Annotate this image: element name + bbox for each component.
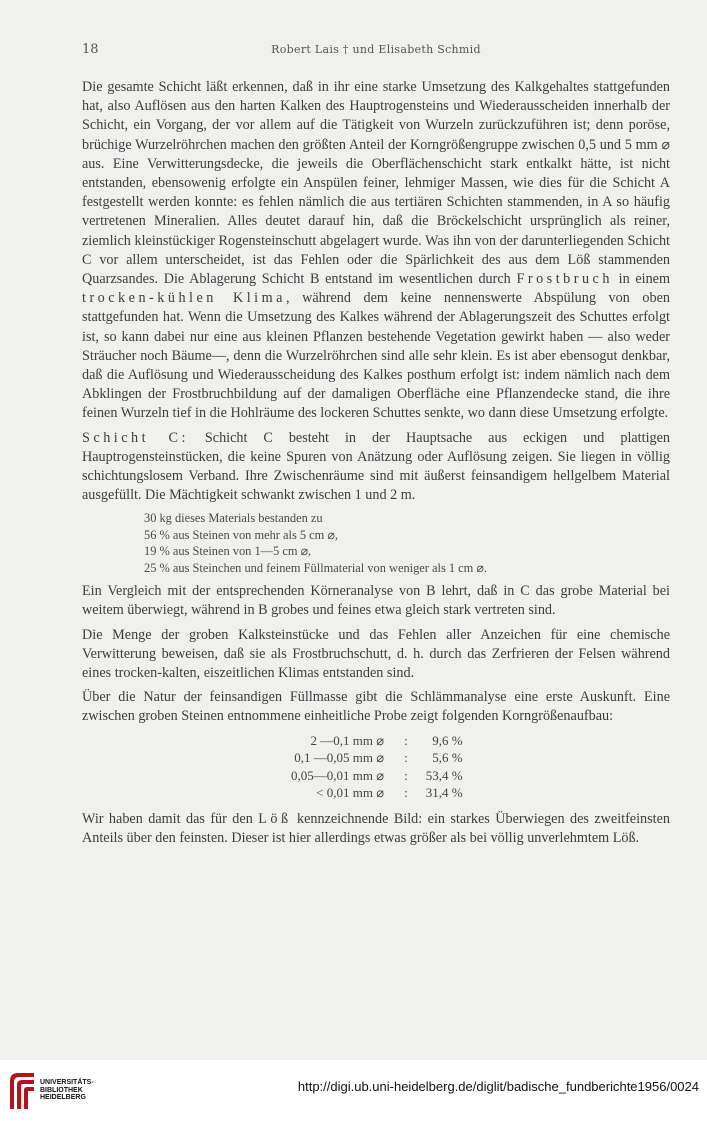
table-row: 0,1 —0,05 mm ⌀ : 5,6 %	[287, 749, 467, 767]
page-header	[82, 40, 670, 60]
list-item: 30 kg dieses Materials bestanden zu	[144, 511, 323, 526]
source-url-link[interactable]: http://digi.ub.uni-heidelberg.de/diglit/badische_fundberichte1956/0024	[297, 1079, 699, 1094]
grain-range: 2 —0,1 mm ⌀	[310, 732, 385, 748]
running-title: Robert Lais † und Elisabeth Schmid	[271, 43, 481, 56]
grain-range: 0,05—0,01 mm ⌀	[291, 767, 385, 783]
grain-size-table	[287, 732, 467, 802]
material-list	[144, 510, 670, 576]
paragraph-3: Ein Vergleich mit der entsprechenden Körneranalyse von B lehrt, daß in C das grobe Material bei weitem überwiegt, während in B grobes und feines etwa gleich stark vertreten sind.	[82, 583, 670, 619]
paragraph-4: Die Menge der groben Kalksteinstücke und das Fehlen aller Anzeichen für eine chemische Verwitterung beweisen, daß sie als Frostbruchschutt, d. h. durch das Zerfrieren der Felsen während eines trocken-kalten, eiszeitlichen Klimas entstanden sind.	[82, 626, 670, 681]
paragraph-5: Über die Natur der feinsandigen Füllmasse gibt die Schlämmanalyse eine erste Auskunft. Eine zwischen groben Steinen entnommene einheitliche Probe zeigt folgenden Korngrößenaufbau:	[82, 689, 670, 725]
table-row: 2 —0,1 mm ⌀ : 9,6 %	[287, 732, 467, 750]
grain-range: 0,1 —0,05 mm ⌀	[294, 750, 385, 766]
grain-percentage: 31,4 %	[425, 785, 463, 801]
section-heading-schicht-c: Schicht C:	[82, 429, 189, 446]
emphasis-frostbruch: Frostbruch	[516, 271, 613, 288]
body-text	[82, 78, 670, 853]
library-logo-icon	[8, 1071, 36, 1111]
grain-percentage: 53,4 %	[425, 767, 463, 783]
list-item: 19 % aus Steinen von 1—5 cm ⌀,	[144, 544, 312, 559]
emphasis-klima: trocken-kühlen Klima	[82, 290, 286, 307]
paragraph-1: Die gesamte Schicht läßt erkennen, daß in ihr eine starke Umsetzung des Kalkgehaltes stattgefunden hat, also Auflösen aus den harten Kalken des Hauptrogensteins und Wiederausscheiden innerhalb der Schicht, ein Vorgang, der vor allem auf die Tätigkeit von Wurzeln zurückzuführen ist; denn poröse, brüchige Wurzelröhrchen machen den größten Anteil der Korngrößengruppe zwischen 0,5 und 5 mm ⌀ aus. Eine Verwitterungsdecke, die jeweils die Oberflächenschicht stark entkalkt hätte, ist nicht entstanden, ebensowenig erfolgte ein Anspülen feiner, lehmiger Massen, wie dies für die Schicht A festgestellt werden konnte: es fehlen nämlich die aus tertiären Schichten stammenden, in A so häufig vertretenen Mineralien. Alles deutet darauf hin, daß die Bröckelschicht ursprünglich als reiner, ziemlich kleinstückiger Rogensteinschutt abgelagert wurde. Was ihn von der darunterliegenden Schicht C vor allem unterscheidet, ist das Fehlen oder die Spärlichkeit des aus dem Löß stammenden Quarzsandes. Die Ablagerung Schicht B entstand im wesentlichen durch Frostbruch in einem trocken-kühlen Klima, während dem keine nennenswerte Abspülung von oben stattgefunden hat. Wenn die Umsetzung des Kalkes während der Ablagerungszeit des Schuttes erfolgt ist, so kann dabei nur eine aus kleinen Pflanzen bestehende Vegetation gewirkt haben — also weder Sträucher noch Bäume—, denn die Wurzelröhrchen sind alle sehr klein. Es ist aber ebensogut denkbar, daß die Auflösung und Wiederausscheidung des Kalkes posthum erfolgt ist: indem nämlich nach dem Abklingen der Frostbruchbildung auf der damaligen Oberfläche eine Pflanzendecke stand, die ihre feinen Wurzeln tief in die Hohlräume des lockeren Schuttes senkte, wo dann diese Umsetzung erfolgte.	[82, 79, 671, 422]
list-item: 56 % aus Steinen von mehr als 5 cm ⌀,	[144, 527, 338, 542]
page-number: 18	[82, 42, 99, 57]
grain-range: < 0,01 mm ⌀	[316, 785, 385, 801]
paragraph-6: Wir haben damit das für den Löß kennzeichnende Bild: ein starkes Überwiegen des zweitfeinsten Anteils über den feinsten. Dieser ist hier allerdings etwas größer als bei völlig unverlehmtem Löß.	[82, 810, 670, 846]
list-item: 25 % aus Steinchen und feinem Füllmaterial von weniger als 1 cm ⌀.	[144, 560, 487, 575]
table-row: 0,05—0,01 mm ⌀ : 53,4 %	[287, 767, 467, 785]
emphasis-loess: Löß	[258, 810, 292, 827]
grain-percentage: 5,6 %	[432, 750, 463, 766]
table-row: < 0,01 mm ⌀ : 31,4 %	[287, 784, 467, 802]
library-logo-text: UNIVERSITÄTS- BIBLIOTHEK HEIDELBERG	[40, 1079, 94, 1101]
paragraph-schicht-c: Schicht C: Schicht C besteht in der Hauptsache aus eckigen und plattigen Hauptrogensteinstücken, die keine Spuren von Anätzung oder Auflösung zeigen. Sie liegen in völlig schichtungslosem Verband. Ihre Zwischenräume sind mit äußerst feinsandigem hellgelbem Material ausgefüllt. Die Mächtigkeit schwankt zwischen 1 und 2 m.	[82, 429, 670, 504]
grain-percentage: 9,6 %	[432, 732, 463, 748]
